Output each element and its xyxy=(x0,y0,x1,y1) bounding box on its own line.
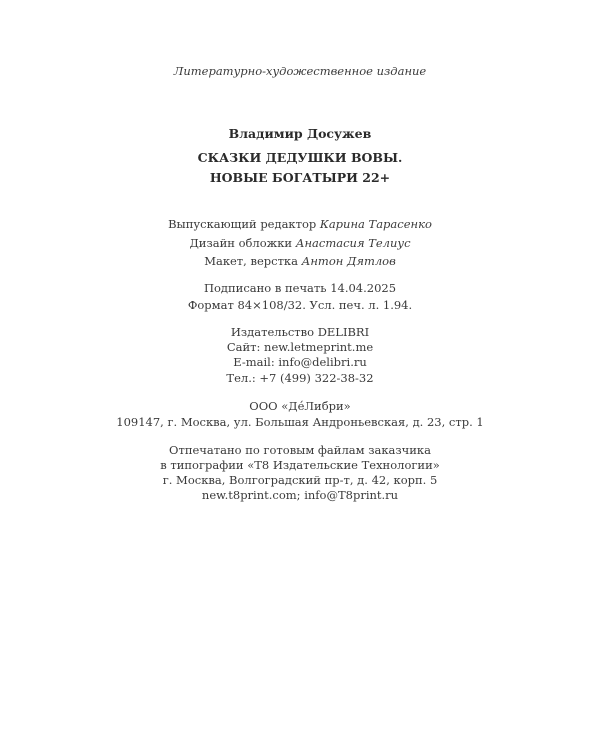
publisher-site: Сайт: new.letmeprint.me xyxy=(226,340,374,354)
series-label: Литературно-художественное издание xyxy=(173,64,427,78)
credit-role: Выпускающий редактор xyxy=(168,217,317,231)
company-address: 109147, г. Москва, ул. Большая Андроньевская, д. 23, стр. 1 xyxy=(116,415,484,429)
title-line-1: СКАЗКИ ДЕДУШКИ ВОВЫ. xyxy=(197,150,403,165)
credit-cover xyxy=(0,236,600,251)
printer-line-4: new.t8print.com; info@T8print.ru xyxy=(201,488,399,502)
print-date: Подписано в печать 14.04.2025 xyxy=(203,281,397,295)
publisher-phone: Тел.: +7 (499) 322-38-32 xyxy=(226,371,374,385)
credit-role: Макет, верстка xyxy=(204,254,298,268)
printer-line-2: в типографии «Т8 Издательские Технологии» xyxy=(160,458,440,472)
printer-line-3: г. Москва, Волгоградский пр-т, д. 42, корп. 5 xyxy=(162,473,438,487)
company-name: ООО «ДéЛибри» xyxy=(249,399,351,413)
publisher-email: E-mail: info@delibri.ru xyxy=(233,355,367,369)
publisher-name: Издательство DELIBRI xyxy=(230,325,370,339)
credit-layout xyxy=(0,254,600,269)
title-line-2: НОВЫЕ БОГАТЫРИ 22+ xyxy=(209,170,391,185)
credit-name: Антон Дятлов xyxy=(301,254,396,268)
printer-line-1: Отпечатано по готовым файлам заказчика xyxy=(169,443,431,457)
credit-name: Анастасия Телиус xyxy=(295,236,411,250)
credit-role: Дизайн обложки xyxy=(189,236,293,250)
credit-name: Карина Тарасенко xyxy=(319,217,432,231)
credit-editor xyxy=(0,217,600,232)
author: Владимир Досужев xyxy=(228,126,372,141)
print-format: Формат 84×108/32. Усл. печ. л. 1.94. xyxy=(187,298,413,312)
